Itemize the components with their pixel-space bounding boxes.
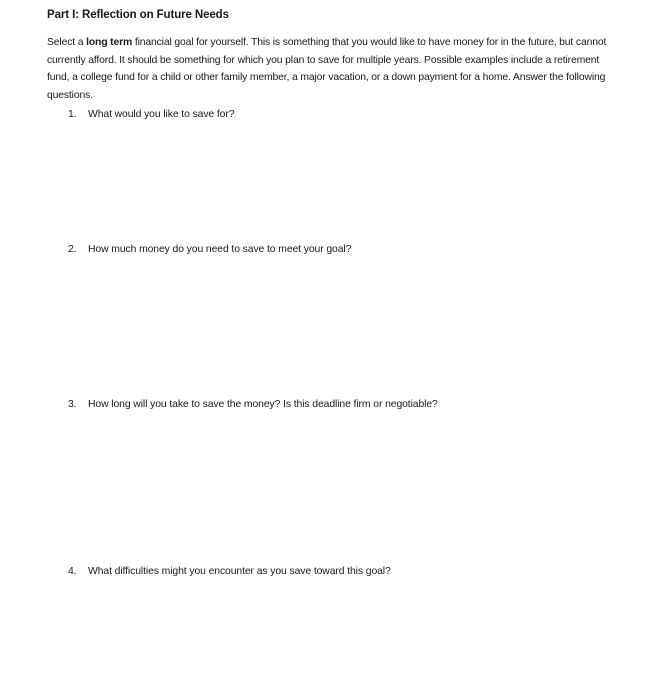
- question-text: How long will you take to save the money? Is this deadline firm or negotiable?: [88, 399, 438, 410]
- instructions-paragraph: [47, 34, 607, 104]
- question-text: How much money do you need to save to meet your goal?: [88, 244, 352, 255]
- instructions-prefix: Select a: [47, 37, 87, 48]
- question-number: 2.: [68, 244, 77, 255]
- instructions-body: financial goal for yourself. This is something that you would like to have money for in the future, but cannot currently afford. It should be something for which you plan to save for multiple years. Possible examples include a retirement fund, a college fund for a child or other family member, a major vacation, or a down payment for a home. Answer the following questions.: [47, 37, 607, 101]
- instructions-emphasis: long term: [86, 37, 133, 48]
- question-item: [68, 566, 391, 577]
- section-title: Part I: Reflection on Future Needs: [47, 9, 229, 21]
- question-number: 3.: [68, 399, 77, 410]
- question-text: What would you like to save for?: [88, 109, 235, 120]
- question-number: 1.: [68, 109, 77, 120]
- question-item: [68, 244, 351, 255]
- question-item: [68, 109, 234, 120]
- question-number: 4.: [68, 566, 77, 577]
- question-item: [68, 399, 438, 410]
- question-text: What difficulties might you encounter as you save toward this goal?: [88, 566, 391, 577]
